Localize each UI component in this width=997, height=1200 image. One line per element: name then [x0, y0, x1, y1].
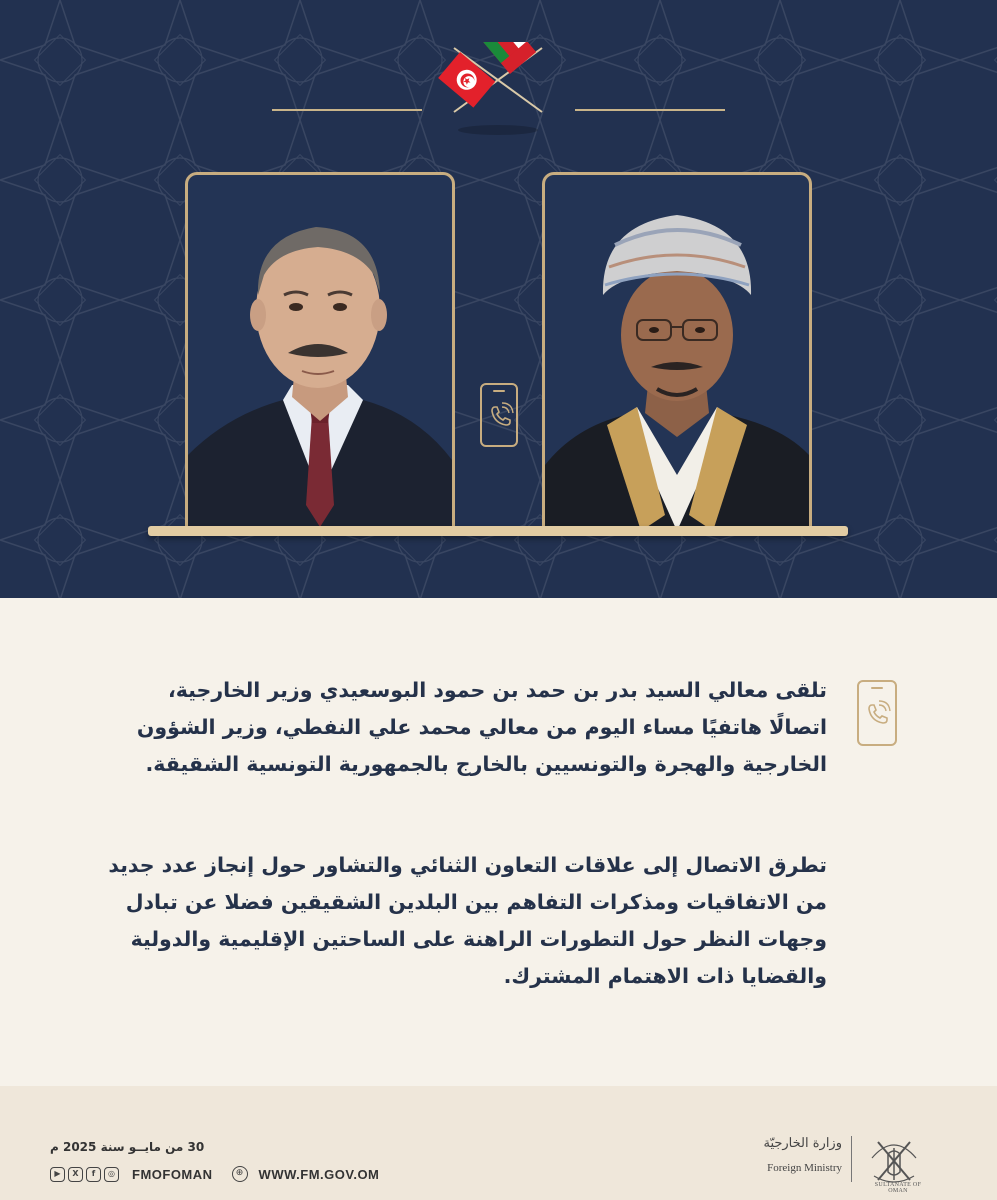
- website-link[interactable]: WWW.FM.GOV.OM: [258, 1166, 380, 1182]
- x-icon[interactable]: X: [68, 1167, 83, 1182]
- instagram-icon[interactable]: ◎: [104, 1167, 119, 1182]
- article-line: الخارجية والهجرة والتونسيين بالخارج بالجمهورية التونسية الشقيقة.: [145, 752, 827, 776]
- header-rule-left: [272, 109, 422, 111]
- article-line: تلقى معالي السيد بدر بن حمد بن حمود البوسعيدي وزير الخارجية،: [167, 678, 827, 702]
- emblem-caption: SULTANATE OF OMAN: [874, 1182, 922, 1194]
- phone-call-icon: [480, 383, 518, 447]
- article-line: وجهات النظر حول التطورات الراهنة على الساحتين الإقليمية والدولية: [130, 927, 827, 951]
- footer-divider: [851, 1136, 852, 1182]
- globe-icon: ⊕: [232, 1166, 248, 1182]
- portrait-right: [545, 175, 809, 528]
- social-links: [50, 1166, 379, 1182]
- article-line: من الاتفاقيات ومذكرات التفاهم بين البلدين الشقيقين فضلا عن تبادل: [125, 890, 827, 914]
- ministry-name-arabic: وزارة الخارجيّة: [763, 1136, 842, 1151]
- header-rule-right: [575, 109, 725, 111]
- article-line: والقضايا ذات الاهتمام المشترك.: [503, 964, 827, 988]
- tunisia-flag-icon: [438, 52, 495, 108]
- youtube-icon[interactable]: ▶: [50, 1167, 65, 1182]
- ministry-name-english: Foreign Ministry: [767, 1162, 842, 1174]
- publish-date: 30 من مايــو سنة 2025 م: [50, 1140, 205, 1154]
- frame-shelf: [148, 526, 848, 536]
- facebook-icon[interactable]: f: [86, 1167, 101, 1182]
- oman-flag-icon: [479, 42, 536, 74]
- article-line: تطرق الاتصال إلى علاقات التعاون الثنائي والتشاور حول إنجاز عدد جديد: [108, 853, 827, 877]
- portrait-left: [188, 175, 452, 528]
- article-paragraph-1: [137, 672, 827, 783]
- header-panel: [0, 0, 997, 598]
- crossed-flags: [424, 42, 572, 138]
- phone-call-icon: [857, 680, 897, 746]
- portrait-frame-left: [185, 172, 455, 528]
- article-line: اتصالًا هاتفيًا مساء اليوم من معالي محمد علي النفطي، وزير الشؤون: [136, 715, 827, 739]
- portrait-frame-right: [542, 172, 812, 528]
- social-handle[interactable]: FMOFOMAN: [132, 1166, 213, 1182]
- article-paragraph-2: [108, 847, 827, 995]
